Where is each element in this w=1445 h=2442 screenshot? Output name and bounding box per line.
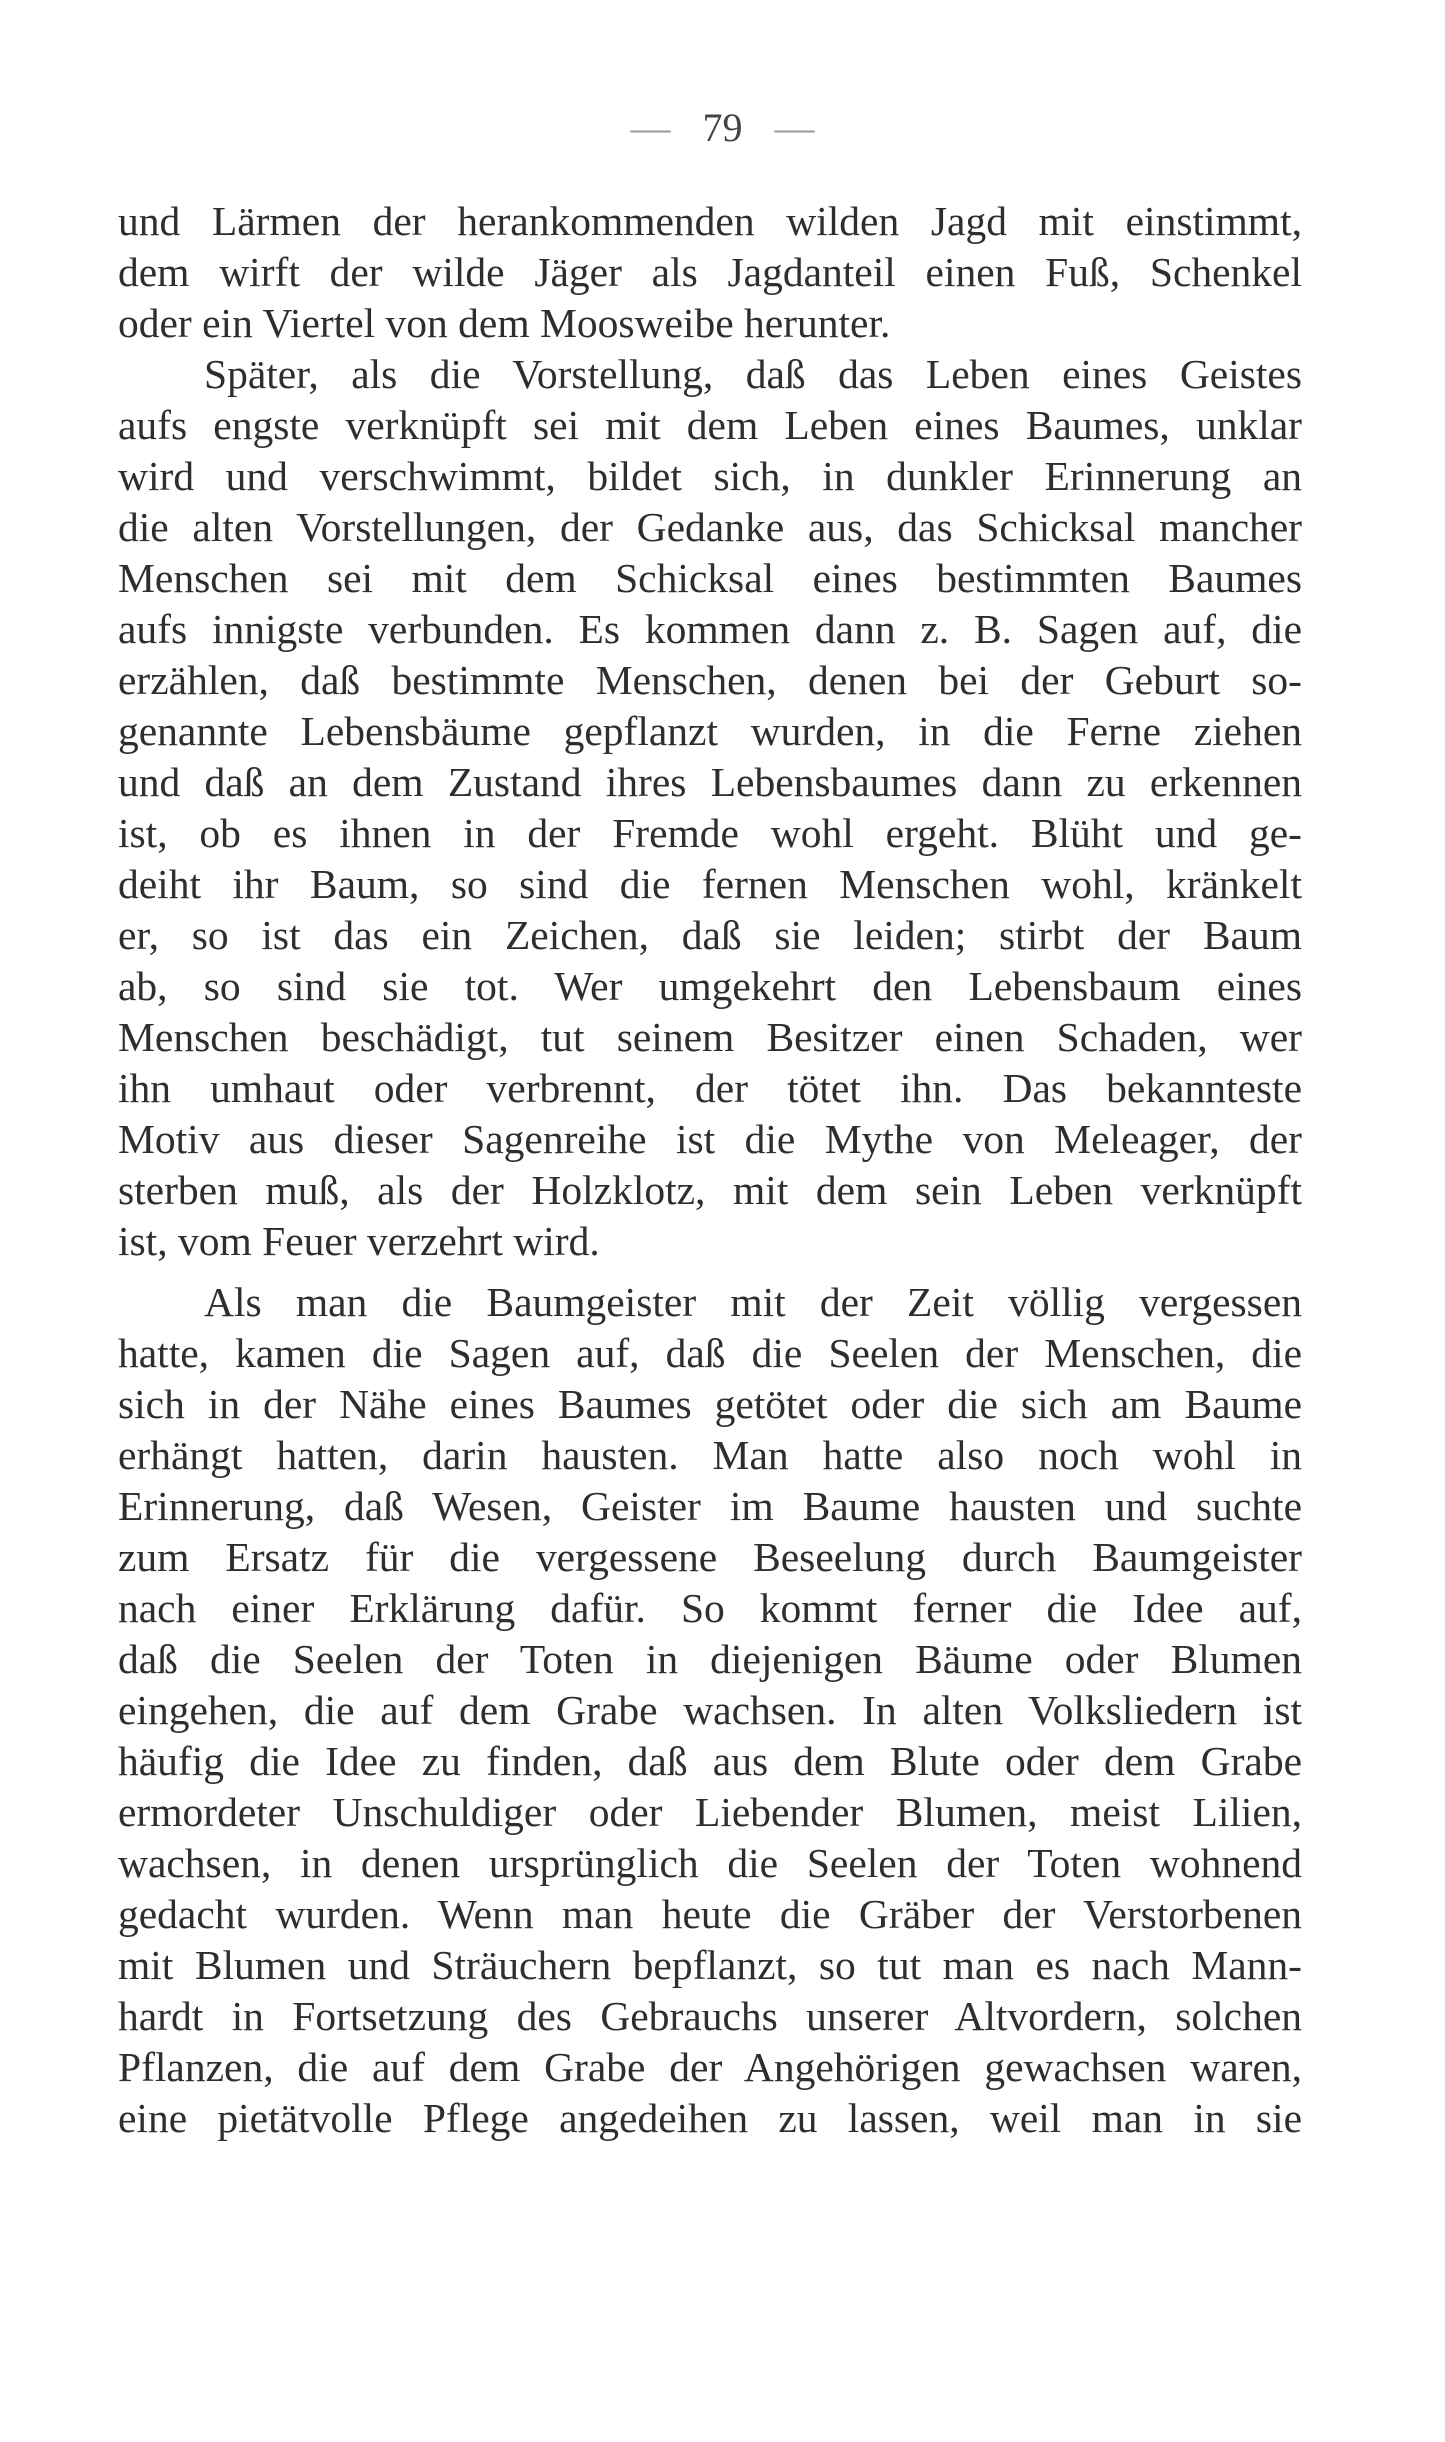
text-line: wird und verschwimmt, bildet sich, in dunkler Erinnerung an (118, 453, 1302, 499)
text-line: häufig die Idee zu finden, daß aus dem Blute oder dem Grabe (118, 1738, 1302, 1784)
text-line: erhängt hatten, darin hausten. Man hatte also noch wohl in (118, 1432, 1302, 1478)
text-line: die alten Vorstellungen, der Gedanke aus, das Schicksal mancher (118, 504, 1302, 550)
text-line: mit Blumen und Sträuchern bepflanzt, so tut man es nach Mann- (118, 1942, 1302, 1988)
header-dash-left: — (630, 105, 671, 150)
text-line: Als man die Baumgeister mit der Zeit völlig vergessen (204, 1279, 1302, 1325)
text-line: daß die Seelen der Toten in diejenigen Bäume oder Blumen (118, 1636, 1302, 1682)
text-line: Pflanzen, die auf dem Grabe der Angehörigen gewachsen waren, (118, 2044, 1302, 2090)
text-line: ist, ob es ihnen in der Fremde wohl ergeht. Blüht und ge- (118, 810, 1302, 856)
text-line: genannte Lebensbäume gepflanzt wurden, in die Ferne ziehen (118, 708, 1302, 754)
text-line: Motiv aus dieser Sagenreihe ist die Mythe von Meleager, der (118, 1116, 1302, 1162)
page-header (0, 104, 1445, 151)
text-line: gedacht wurden. Wenn man heute die Gräber der Verstorbenen (118, 1891, 1302, 1937)
text-line: oder ein Viertel von dem Moosweibe herunter. (118, 300, 891, 346)
text-line: hardt in Fortsetzung des Gebrauchs unserer Altvordern, solchen (118, 1993, 1302, 2039)
text-line: er, so ist das ein Zeichen, daß sie leiden; stirbt der Baum (118, 912, 1302, 958)
page-number: 79 (702, 105, 743, 150)
text-line: erzählen, daß bestimmte Menschen, denen bei der Geburt so- (118, 657, 1302, 703)
text-line: Erinnerung, daß Wesen, Geister im Baume hausten und suchte (118, 1483, 1302, 1529)
text-line: und Lärmen der herankommenden wilden Jagd mit einstimmt, (118, 198, 1302, 244)
text-line: Menschen beschädigt, tut seinem Besitzer einen Schaden, wer (118, 1014, 1302, 1060)
text-line: wachsen, in denen ursprünglich die Seelen der Toten wohnend (118, 1840, 1302, 1886)
body-text (118, 196, 1302, 2144)
text-line: zum Ersatz für die vergessene Beseelung durch Baumgeister (118, 1534, 1302, 1580)
text-line: ihn umhaut oder verbrennt, der tötet ihn. Das bekannteste (118, 1065, 1302, 1111)
text-line: Später, als die Vorstellung, daß das Leben eines Geistes (204, 351, 1302, 397)
text-line: und daß an dem Zustand ihres Lebensbaumes dann zu erkennen (118, 759, 1302, 805)
text-line: ist, vom Feuer verzehrt wird. (118, 1218, 600, 1264)
text-line: ab, so sind sie tot. Wer umgekehrt den Lebensbaum eines (118, 963, 1302, 1009)
text-line: nach einer Erklärung dafür. So kommt ferner die Idee auf, (118, 1585, 1302, 1631)
text-line: hatte, kamen die Sagen auf, daß die Seelen der Menschen, die (118, 1330, 1302, 1376)
text-line: Menschen sei mit dem Schicksal eines bestimmten Baumes (118, 555, 1302, 601)
text-line: dem wirft der wilde Jäger als Jagdanteil einen Fuß, Schenkel (118, 249, 1302, 295)
text-line: eine pietätvolle Pflege angedeihen zu lassen, weil man in sie (118, 2095, 1302, 2141)
text-line: eingehen, die auf dem Grabe wachsen. In alten Volksliedern ist (118, 1687, 1302, 1733)
text-line: sich in der Nähe eines Baumes getötet oder die sich am Baume (118, 1381, 1302, 1427)
text-line: ermordeter Unschuldiger oder Liebender Blumen, meist Lilien, (118, 1789, 1302, 1835)
text-line: deiht ihr Baum, so sind die fernen Menschen wohl, kränkelt (118, 861, 1302, 907)
header-dash-right: — (774, 105, 815, 150)
text-line: aufs innigste verbunden. Es kommen dann z. B. Sagen auf, die (118, 606, 1302, 652)
text-line: aufs engste verknüpft sei mit dem Leben eines Baumes, unklar (118, 402, 1302, 448)
text-line: sterben muß, als der Holzklotz, mit dem sein Leben verknüpft (118, 1167, 1302, 1213)
